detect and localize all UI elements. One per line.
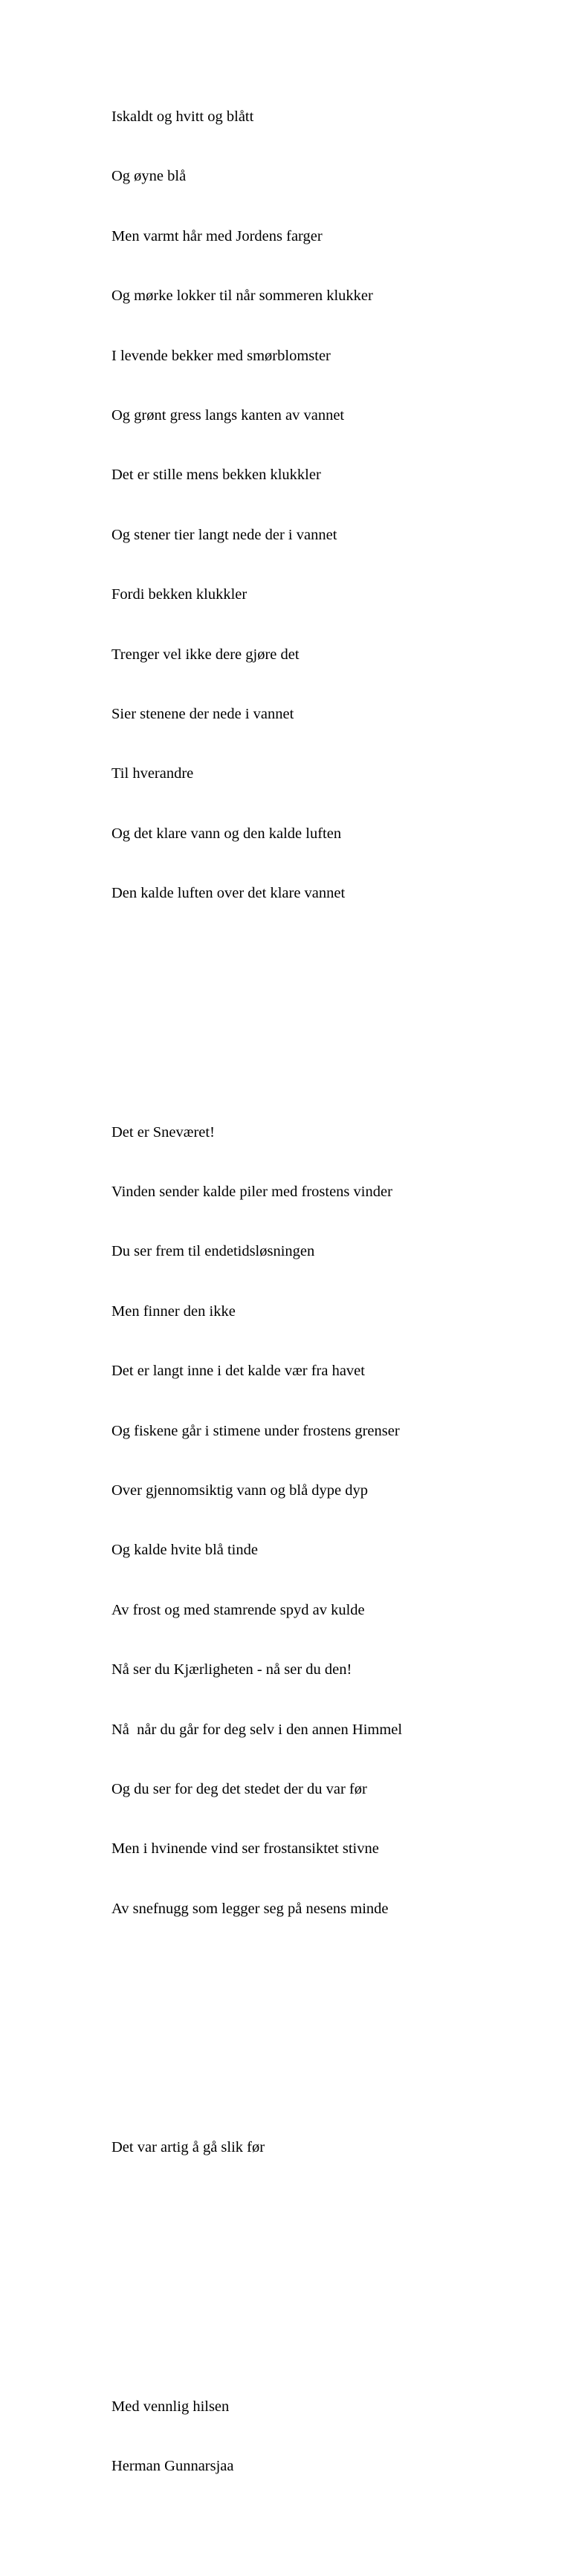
poem-line: Og fiskene går i stimene under frostens grenser	[111, 1422, 400, 1439]
poem-line: Det var artig å gå slik før	[111, 2139, 265, 2156]
poem-line: I levende bekker med smørblomster	[111, 347, 331, 364]
poem-line: Vinden sender kalde piler med frostens vinder	[111, 1184, 392, 1201]
stanza-1	[111, 67, 576, 943]
stanza-separator	[111, 2018, 576, 2038]
poem-line: Og det klare vann og den kalde luften	[111, 825, 342, 842]
poem-line: Til hverandre	[111, 765, 194, 782]
poem-line: Det er Sneværet!	[111, 1123, 215, 1141]
signature-closing: Med vennlig hilsen	[111, 2398, 230, 2415]
poem-line: Og du ser for deg det stedet der du var før	[111, 1780, 367, 1797]
poem-line: Av frost og med stamrende spyd av kulde	[111, 1601, 365, 1618]
poem-line: Iskaldt og hvitt og blått	[111, 108, 254, 125]
poem-line: Sier stenene der nede i vannet	[111, 705, 294, 722]
poem-line: Over gjennomsiktig vann og blå dype dyp	[111, 1482, 369, 1499]
signature-separator	[111, 2257, 576, 2297]
stanza-separator	[111, 1003, 576, 1023]
poem-line: Trenger vel ikke dere gjøre det	[111, 646, 300, 663]
poem-line: Nå ser du Kjærligheten - nå ser du den!	[111, 1661, 352, 1678]
poem-line: Og grønt gress langs kanten av vannet	[111, 406, 345, 424]
poem-line: Og øyne blå	[111, 168, 187, 185]
signature-name: Herman Gunnarsjaa	[111, 2458, 234, 2475]
poem-body	[111, 7, 576, 2576]
poem-line: Og mørke lokker til når sommeren klukker	[111, 288, 373, 305]
poem-line: Men varmt hår med Jordens farger	[111, 227, 323, 244]
poem-line: Du ser frem til endetidsløsningen	[111, 1243, 315, 1260]
poem-line: Den kalde luften over det klare vannet	[111, 885, 346, 902]
poem-line: Og stener tier langt nede der i vannet	[111, 526, 337, 543]
stanza-2	[111, 1083, 576, 1959]
poem-line: Og kalde hvite blå tinde	[111, 1542, 258, 1559]
poem-line: Nå når du går for deg selv i den annen Himmel	[111, 1721, 403, 1738]
poem-line: Fordi bekken klukkler	[111, 586, 247, 603]
poem-line: Men i hvinende vind ser frostansiktet stivne	[111, 1840, 379, 1858]
poem-line: Av snefnugg som legger seg på nesens minde	[111, 1900, 389, 1917]
stanza-3	[111, 2098, 576, 2198]
signature-block	[111, 2357, 576, 2516]
poem-line: Det er langt inne i det kalde vær fra havet	[111, 1363, 365, 1380]
poem-line: Men finner den ikke	[111, 1302, 236, 1320]
poem-line: Det er stille mens bekken klukkler	[111, 467, 321, 484]
